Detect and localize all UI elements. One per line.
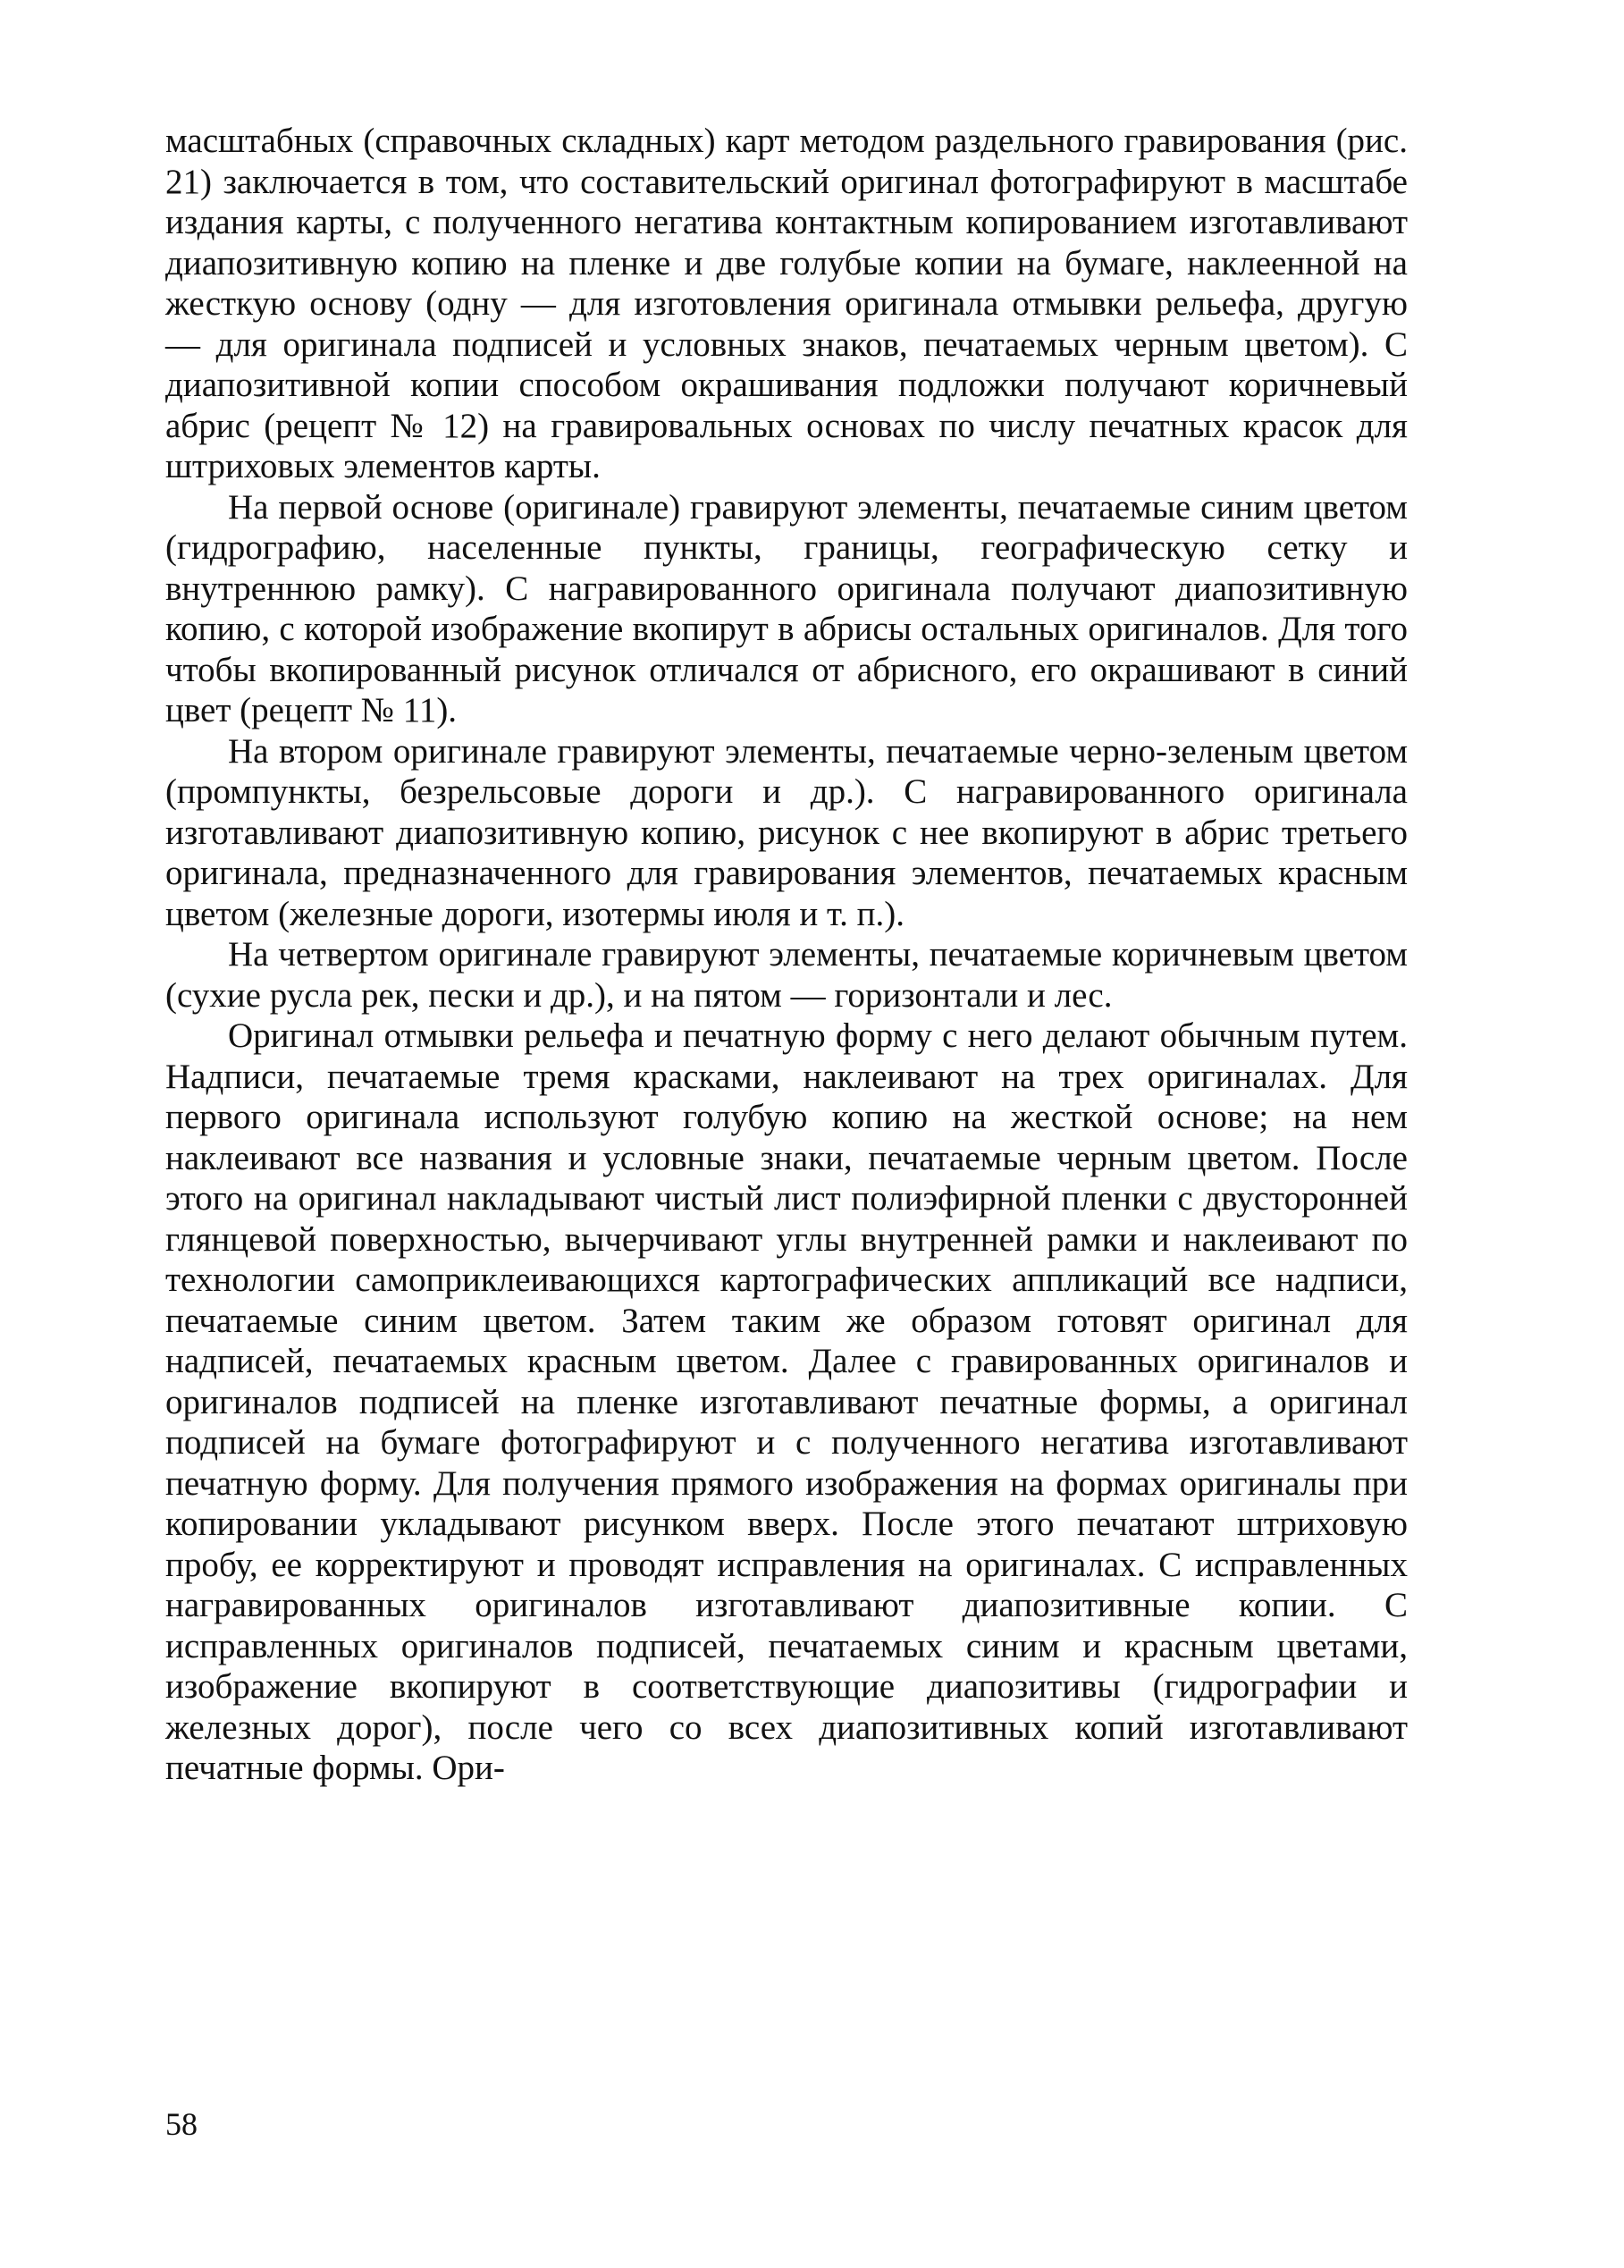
paragraph-first-original: На первой основе (оригинале) гравируют элементы, печатаемые синим цветом (гидрографию, населенные пункты, границы, географическую сетку и внутреннюю рамку). С награвированного оригинала получают диапозитивную копию, с которой изображение вкопирут в абрисы остальных оригиналов. Для того чтобы вкопированный рисунок отличался от абрисного, его окрашивают в синий цвет (рецепт № 11).	[165, 487, 1408, 729]
paragraph-relief-original: Оригинал отмывки рельефа и печатную форму с него делают обычным путем. Надписи, печатаемые тремя красками, наклеивают на трех оригиналах. Для первого оригинала используют голубую копию на жесткой основе; на нем наклеивают все названия и условные знаки, печатаемые черным цветом. После этого на оригинал накладывают чистый лист полиэфирной пленки с двусторонней глянцевой поверхностью, вычерчивают углы внутренней рамки и наклеивают по технологии самоприклеивающихся картографических аппликаций все надписи, печатаемые синим цветом. Затем таким же образом готовят оригинал для надписей, печатаемых красным цветом. Далее с гравированных оригиналов и оригиналов подписей на пленке изготавливают печатные формы, а оригинал подписей на бумаге фотографируют и с полученного негатива изготавливают печатную форму. Для получения прямого изображения на формах оригиналы при копировании укладывают рисунком вверх. После этого печатают штриховую пробу, ее корректируют и проводят исправления на оригиналах. С исправленных награвированных оригиналов изготавливают диапозитивные копии. С исправленных оригиналов подписей, печатаемых синим и красным цветами, изображение вкопируют в соответствующие диапозитивы (гидрографии и железных дорог), после чего со всех диапозитивных копий изготавливают печатные формы. Ори-	[165, 1016, 1408, 1787]
paragraph-second-original: На втором оригинале гравируют элементы, печатаемые черно-зеленым цветом (промпункты, безрельсовые дороги и др.). С награвированного оригинала изготавливают диапозитивную копию, рисунок с нее вкопируют в абрис третьего оригинала, предназначенного для гравирования элементов, печатаемых красным цветом (железные дороги, изотермы июля и т. п.).	[165, 731, 1408, 933]
paragraph-continuation: масштабных (справочных складных) карт методом раздельного гравирования (рис. 21) заключается в том, что составительский оригинал фотографируют в масштабе издания карты, с полученного негатива контактным копированием изготавливают диапозитивную копию на пленке и две голубые копии на бумаге, наклеенной на жесткую основу (одну — для изготовления оригинала отмывки рельефа, другую — для оригинала подписей и условных знаков, печатаемых черным цветом). С диапозитивной копии способом окрашивания подложки получают коричневый абрис (рецепт № 12) на гравировальных основах по числу печатных красок для штриховых элементов карты.	[165, 122, 1408, 485]
page-number: 58	[165, 2106, 198, 2142]
body-text	[165, 121, 1408, 1789]
paragraph-fourth-original: На четвертом оригинале гравируют элементы, печатаемые коричневым цветом (сухие русла рек, пески и др.), и на пятом — горизонтали и лес.	[165, 935, 1408, 1015]
